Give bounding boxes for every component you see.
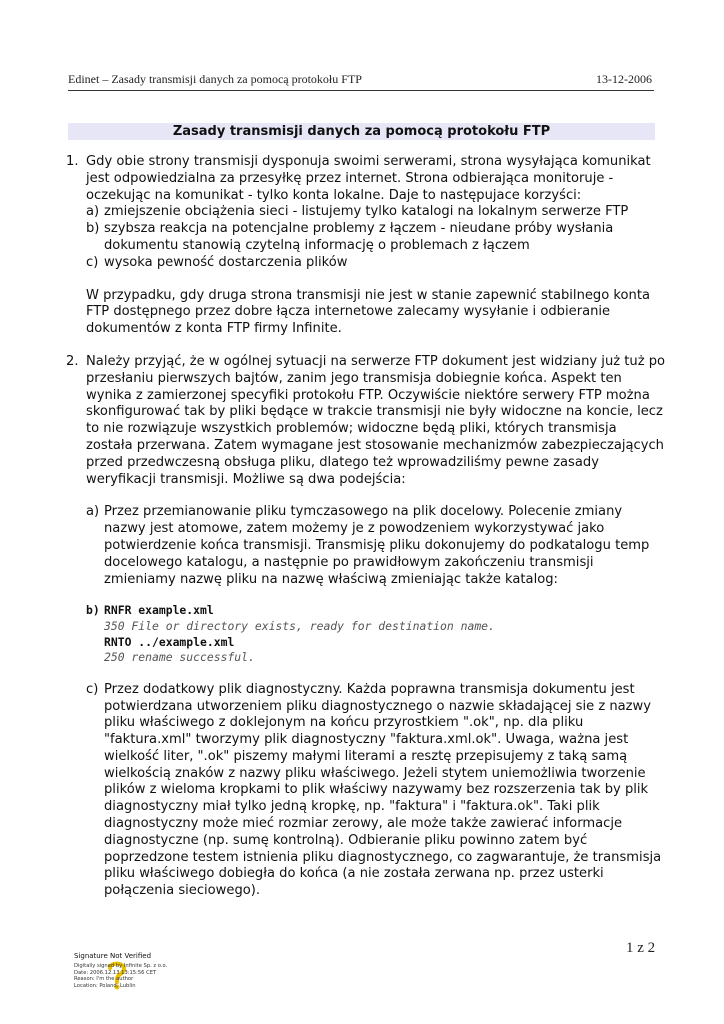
signature-line: Digitally signed by Infinite Sp. z o.o. — [74, 963, 168, 969]
sub-label: b) — [86, 603, 100, 618]
header-title: Edinet – Zasady transmisji danych za pomocą protokołu FTP — [68, 72, 362, 86]
item-number: 2. — [66, 353, 79, 369]
sub-item-b — [86, 221, 666, 255]
sub-text: wysoka pewność dostarczenia plików — [104, 254, 348, 270]
document-title: Zasady transmisji danych za pomocą protokołu FTP — [68, 123, 655, 140]
ftp-command: RNFR example.xml — [104, 603, 214, 618]
item-2-text: Należy przyjąć, że w ogólnej sytuacji na serwerze FTP dokument jest widziany już tuż po przesłaniu pierwszych bajtów, zanim jego transmisja dobiegnie końca. Aspekt ten wynika z zamierzonej specyfiki protokołu FTP. Oczywiście niektóre serwery FTP można skonfigurować tak by pliki będące w trakcie transmisji nie były widoczne na koncie, lecz to nie rozwiązuje wszystkich problemów; widoczne będą pliki, których transmisja została przerwana. Zatem wymagane jest stosowanie mechanizmów zabezpieczających przed przedwczesną obsługa pliku, dlatego też wprowadziliśmy pewne zasady weryfikacji transmisji. Możliwe są dwa podejścia: — [86, 353, 666, 487]
sub-label: c) — [86, 254, 99, 270]
header-date: 13-12-2006 — [596, 72, 652, 86]
ftp-command-example — [86, 603, 666, 665]
sub-label: a) — [86, 504, 100, 520]
signature-details — [74, 963, 167, 989]
signature-status: Signature Not Verified — [74, 952, 152, 960]
ftp-command: RNTO ../example.xml — [104, 634, 235, 649]
item-1-text: Gdy obie strony transmisji dysponuja swoimi serwerami, strona wysyłająca komunikat jest odpowiedzialna za przesyłkę przez internet. Strona odbierająca monitoruje - oczekując na komunikat - tylko konta lokalne. Daje to następujace korzyści: — [86, 154, 651, 203]
sub-text: Przez dodatkowy plik diagnostyczny. Każda poprawna transmisja dokumentu jest potwierdzana utworzeniem pliku diagnostycznego o nazwie składającej sie z nazwy pliku właściwego z doklejonym na końcu przyrostkiem ".ok", np. dla pliku "faktura.xml" tworzymy plik diagnostyczny "faktura.xml.ok". Uwaga, ważna jest wielkość liter, ".ok" piszemy małymi literami a resztę przepisujemy z taką samą wielkością znaków z nazwy pliku właściwego. Jeżeli stytem uniemożliwia tworzenie plików z wieloma kropkami to plik właściwy nazywamy bez rozszerzenia tak by plik diagnostyczny miał tylko jedną kropkę, np. "faktura" i "faktura.ok". Taki plik diagnostyczny może mieć rozmiar zerowy, ale może także zawierać informacje diagnostyczne (np. sumę kontrolną). Odbieranie pliku powinno zatem być poprzedzone testem istnienia pliku diagnostycznego, co zagwarantuje, że transmisja pliku właściwego dobiegła do końca (a nie została zerwana np. przez usterki połączenia sieciowego). — [104, 681, 662, 899]
signature-line: Location: Poland, Lublin — [74, 982, 136, 989]
sub-text: szybsza reakcja na potencjalne problemy z łączem - nieudane próby wysłania dokumentu stanowią czytelną informację o problemach z łączem — [104, 221, 614, 253]
sub-text: Przez przemianowanie pliku tymczasowego na plik docelowy. Polecenie zmiany nazwy jest atomowe, zatem możemy je z powodzeniem wykorzystywać jako potwierdzenie końca transmisji. Transmisję pliku dokonujemy do podkatalogu temp docelowego katalogu, a następnie po prawidłowym zakończeniu transmisji zmieniamy nazwę pliku na nazwę właściwą zmieniając także katalog: — [104, 504, 650, 587]
list-item-2 — [66, 354, 666, 900]
sub-label: b) — [86, 221, 100, 237]
signature-line: Date: 2006.12.13 13:15:56 CET — [74, 969, 157, 976]
item-1-paragraph: W przypadku, gdy druga strona transmisji nie jest w stanie zapewnić stabilnego konta FTP dostępnego przez dobre łącza internetowe zalecamy wysyłanie i odbieranie dokumentów z konta FTP firmy Infinite. — [86, 287, 650, 337]
sub-item-c — [86, 255, 666, 272]
sub-text: zmiejszenie obciążenia sieci - listujemy tylko katalogi na lokalnym serwerze FTP — [104, 204, 629, 220]
sub-label: c) — [86, 681, 99, 697]
sub-item-a — [86, 204, 666, 221]
page-number: 1 z 2 — [626, 940, 656, 956]
ftp-response: 350 File or directory exists, ready for destination name. — [104, 618, 495, 633]
sub-item-a — [86, 504, 666, 588]
sub-label: a) — [86, 204, 100, 220]
document-body — [66, 154, 666, 900]
ftp-response: 250 rename successful. — [104, 650, 255, 665]
header-divider — [68, 90, 654, 91]
list-item-1 — [66, 154, 666, 338]
item-number: 1. — [66, 154, 79, 169]
digital-signature-block — [74, 952, 194, 1010]
signature-line: Reason: I'm the author — [74, 976, 134, 983]
sub-item-c — [86, 682, 666, 900]
page-header — [68, 72, 654, 90]
